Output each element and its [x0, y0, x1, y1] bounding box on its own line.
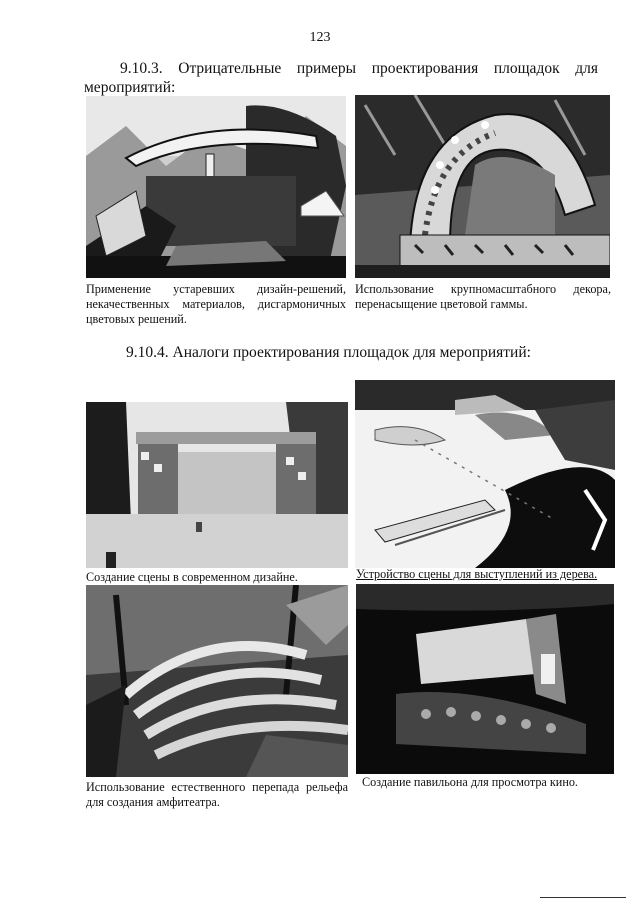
photo-caption: Создание сцены в современном дизайне. [86, 570, 298, 584]
footer-divider [540, 897, 626, 898]
photo-caption: Использование естественного перепада рельефа для создания амфитеатра. [86, 780, 348, 809]
heading-word: для [575, 60, 598, 77]
photo-cinema-pavilion [356, 584, 614, 774]
heading-word: площадок [493, 60, 560, 77]
photo-caption: Использование крупномасштабного декора, перенасыщение цветовой гаммы. [355, 282, 611, 311]
section-heading-analogs: 9.10.4. Аналоги проектирования площадок для мероприятий: [126, 344, 531, 361]
heading-word: проектирования [371, 60, 479, 77]
photo-outdated-stage [86, 96, 346, 278]
photo-caption: Создание павильона для просмотра кино. [362, 775, 578, 789]
section-heading-negative-continued: мероприятий: [84, 79, 176, 96]
photo-amphitheater [86, 585, 348, 777]
page-number: 123 [309, 30, 331, 45]
photo-modern-stage [86, 402, 348, 568]
heading-word: Отрицательные [178, 60, 282, 77]
photo-large-decor [355, 95, 610, 278]
section-heading-negative [120, 59, 598, 78]
photo-caption: Применение устаревших дизайн-решений, некачественных материалов, дисгармоничных цветовых решений. [86, 282, 346, 326]
photo-wooden-stage [355, 380, 615, 568]
heading-word: примеры [296, 60, 357, 77]
photo-caption: Устройство сцены для выступлений из дерева. [356, 567, 598, 581]
heading-word: 9.10.3. [120, 60, 163, 77]
